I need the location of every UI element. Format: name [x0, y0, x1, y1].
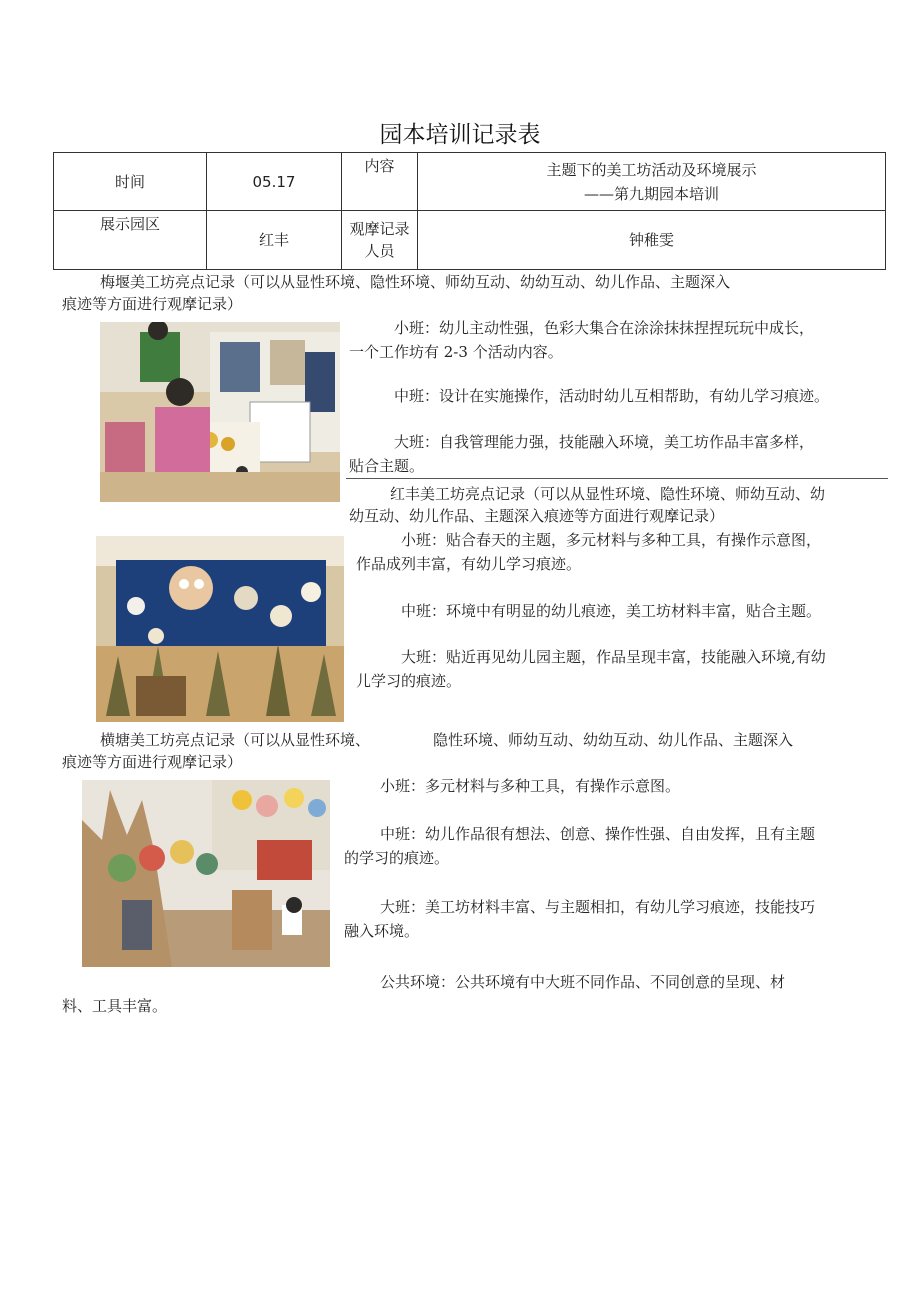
hengtang-public-line1: 公共环境：公共环境有中大班不同作品、不同创意的呈现、材 — [380, 973, 786, 991]
hengtang-heading-line2: 痕迹等方面进行观摩记录） — [62, 753, 243, 771]
hengtang-photo — [82, 780, 330, 967]
hengtang-small: 小班：多元材料与多种工具，有操作示意图。 — [380, 777, 681, 795]
hengtang-heading-line1b: 隐性环境、师幼互动、幼幼互动、幼儿作品、主题深入 — [433, 731, 794, 749]
topic-cell — [418, 153, 886, 211]
campus-label: 展示园区 — [54, 211, 207, 270]
hongfeng-large-line2: 儿学习的痕迹。 — [356, 672, 462, 690]
meiyan-heading-line1: 梅堰美工坊亮点记录（可以从显性环境、隐性环境、师幼互动、幼幼互动、幼儿作品、主题深入 — [100, 273, 731, 291]
table-row — [54, 211, 886, 270]
hongfeng-small-line2: 作品成列丰富，有幼儿学习痕迹。 — [356, 555, 582, 573]
hongfeng-small-line1: 小班：贴合春天的主题，多元材料与多种工具，有操作示意图， — [401, 531, 822, 549]
meiyan-photo — [100, 322, 340, 502]
observer-label — [342, 211, 418, 270]
time-label: 时间 — [54, 153, 207, 211]
meiyan-large-line1: 大班：自我管理能力强，技能融入环境，美工坊作品丰富多样， — [394, 433, 815, 451]
hengtang-large-line1: 大班：美工坊材料丰富、与主题相扣，有幼儿学习痕迹，技能技巧 — [380, 898, 816, 916]
hongfeng-photo — [96, 536, 344, 722]
observer-label-line: 观摩记录 — [349, 220, 410, 238]
meiyan-middle: 中班：设计在实施操作，活动时幼儿互相帮助，有幼儿学习痕迹。 — [394, 387, 830, 405]
hengtang-middle-line2: 的学习的痕迹。 — [344, 849, 450, 867]
topic-line: 主题下的美工坊活动及环境展示 — [546, 160, 757, 179]
meiyan-heading-line2: 痕迹等方面进行观摩记录） — [62, 295, 243, 313]
hongfeng-middle: 中班：环境中有明显的幼儿痕迹，美工坊材料丰富，贴合主题。 — [401, 602, 822, 620]
hengtang-large-line2: 融入环境。 — [344, 922, 420, 940]
meiyan-small-line2: 一个工作坊有 2-3 个活动内容。 — [349, 343, 563, 361]
hongfeng-heading-line1: 红丰美工坊亮点记录（可以从显性环境、隐性环境、师幼互动、幼 — [390, 485, 826, 503]
page-title: 园本培训记录表 — [379, 122, 541, 148]
table-row — [54, 153, 886, 211]
topic-subline: ——第九期园本培训 — [583, 184, 719, 203]
campus-value: 红丰 — [207, 211, 342, 270]
content-label: 内容 — [342, 153, 418, 211]
meiyan-large-line2: 贴合主题。 — [349, 457, 425, 475]
hongfeng-heading-line2: 幼互动、幼儿作品、主题深入痕迹等方面进行观摩记录） — [349, 507, 725, 525]
hengtang-public-line2: 料、工具丰富。 — [62, 997, 168, 1015]
observer-name: 钟稚雯 — [418, 211, 886, 270]
hengtang-heading-line1a: 横塘美工坊亮点记录（可以从显性环境、 — [100, 731, 371, 749]
hongfeng-large-line1: 大班：贴近再见幼儿园主题，作品呈现丰富，技能融入环境,有幼 — [401, 648, 826, 666]
date-value: 05.17 — [207, 153, 342, 211]
divider — [346, 478, 888, 479]
observer-label-line: 人员 — [364, 242, 395, 260]
info-table — [53, 152, 886, 270]
hengtang-middle-line1: 中班：幼儿作品很有想法、创意、操作性强、自由发挥，且有主题 — [380, 825, 816, 843]
meiyan-small-line1: 小班：幼儿主动性强，色彩大集合在涂涂抹抹捏捏玩玩中成长， — [394, 319, 815, 337]
